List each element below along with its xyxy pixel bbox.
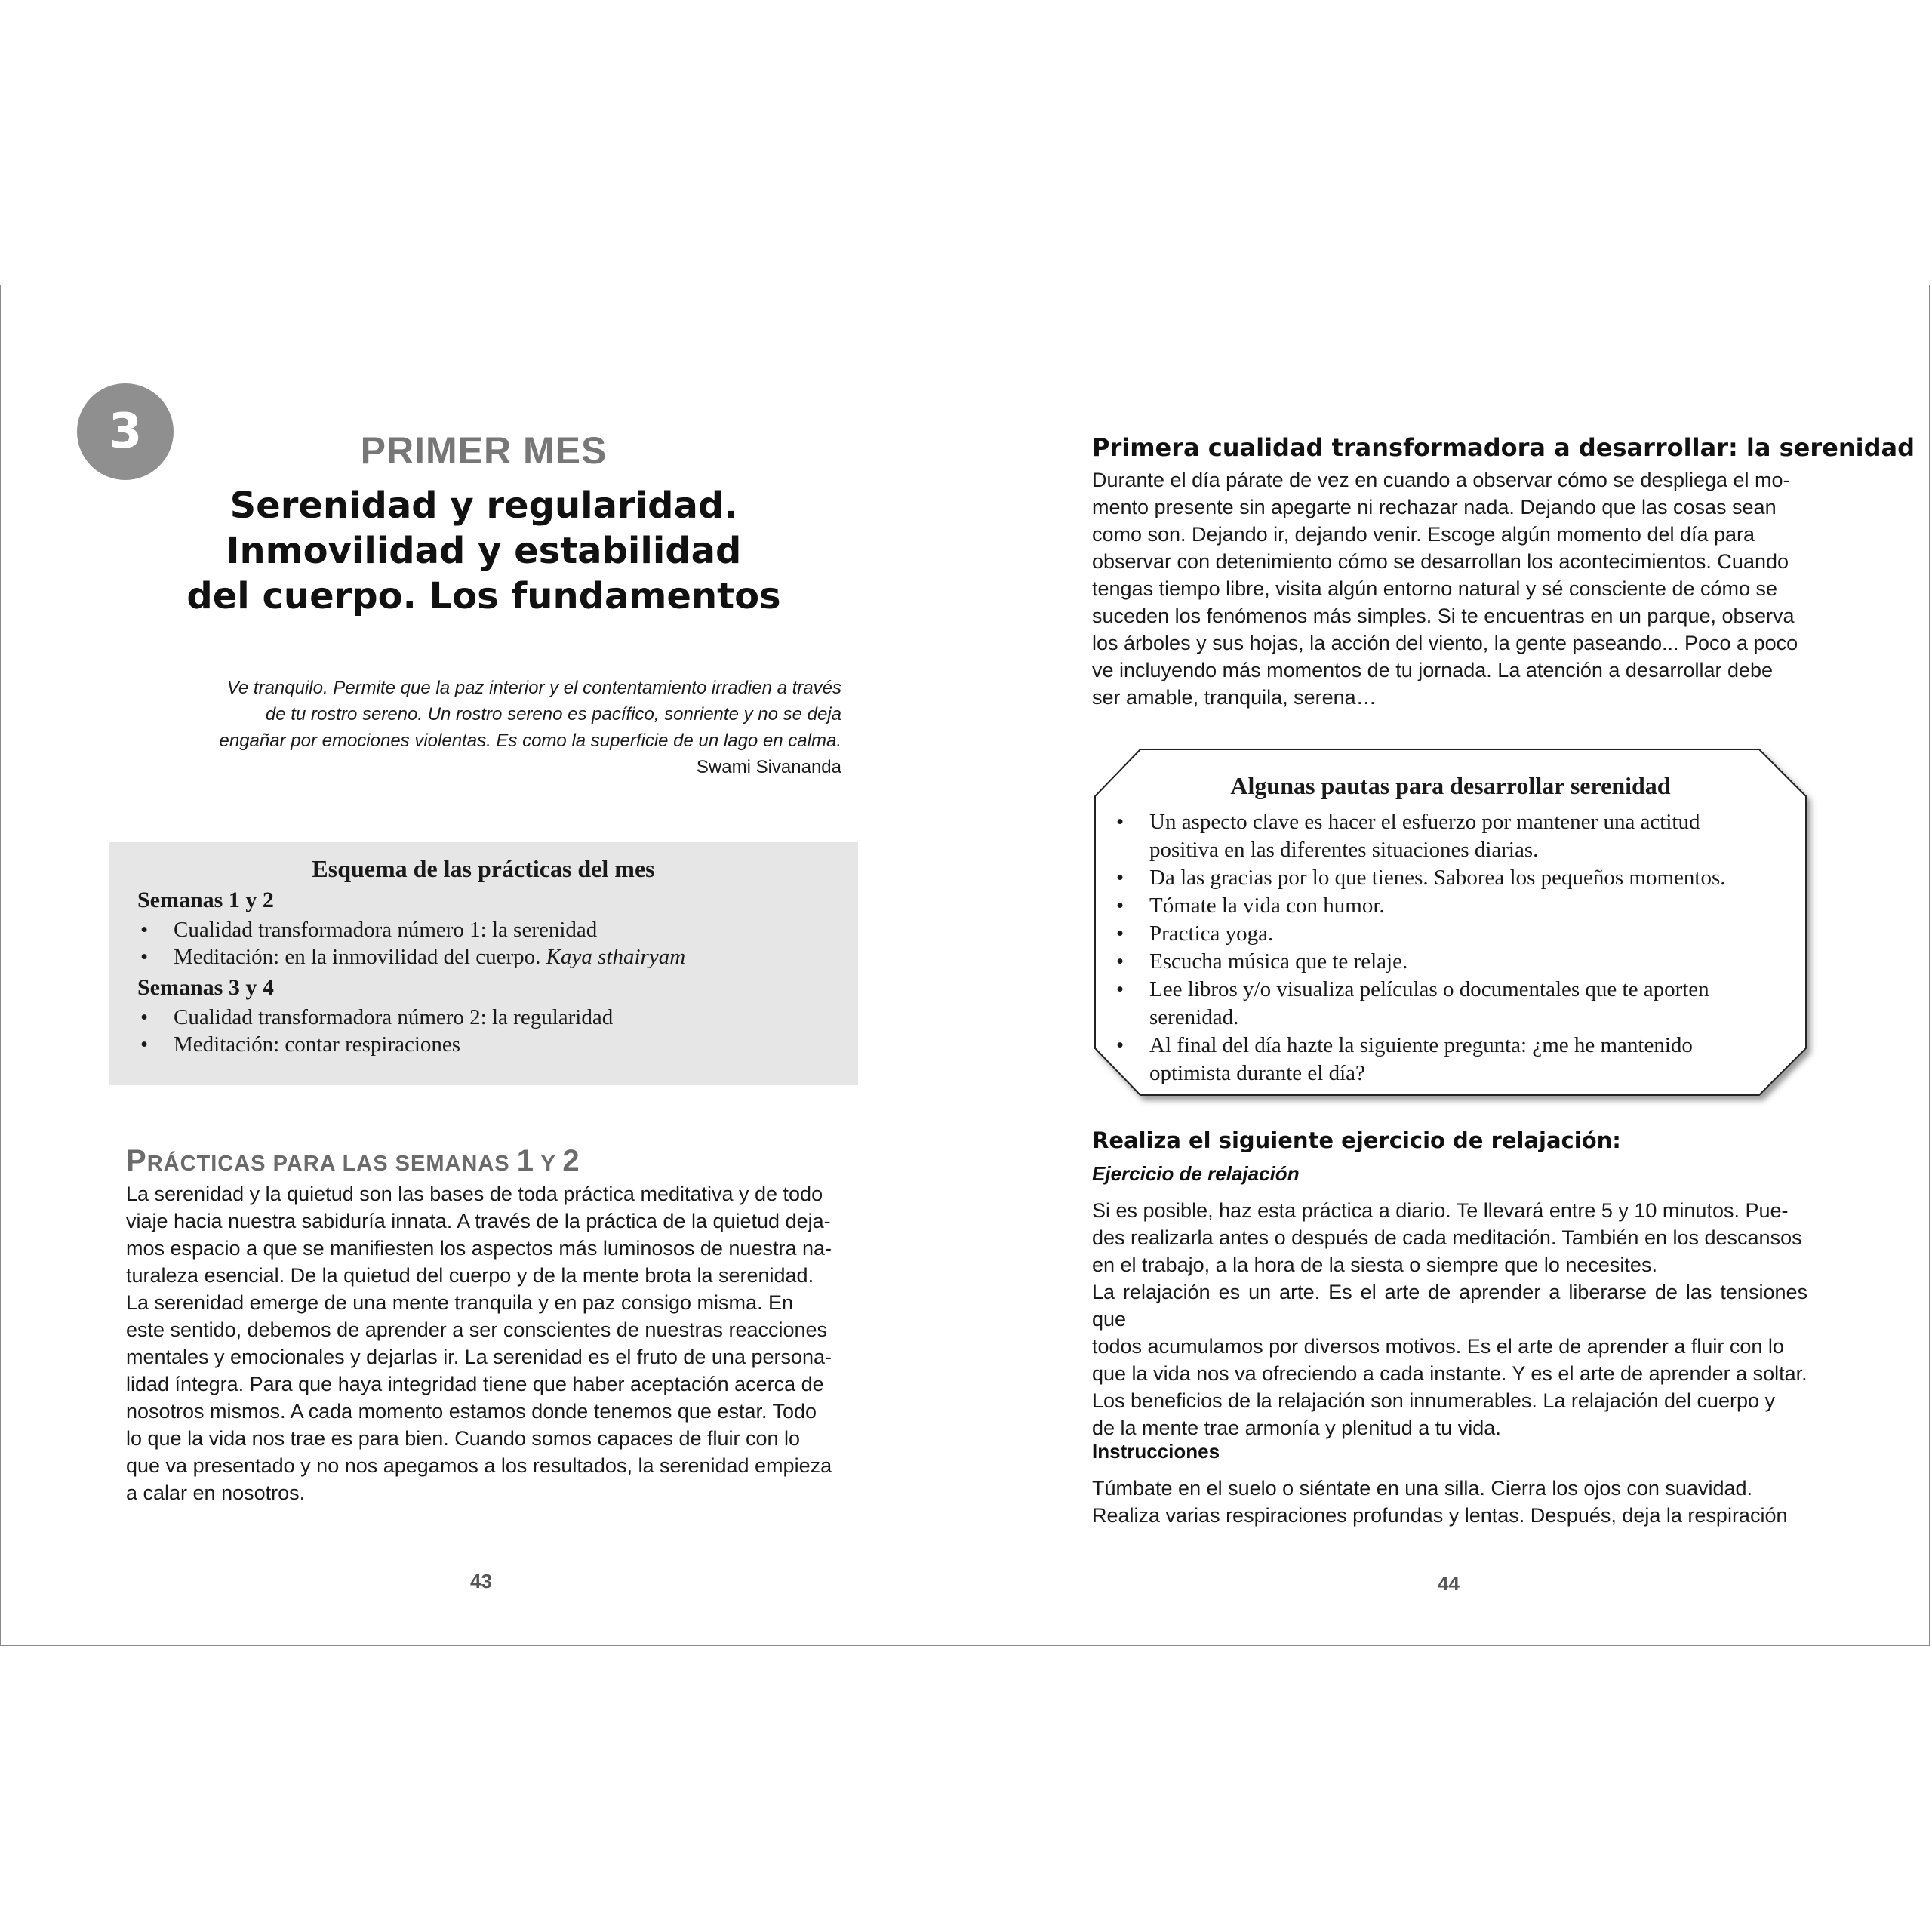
- tips-title: Algunas pautas para desarrollar serenidad: [1230, 772, 1671, 799]
- tips-list-item: • Al final del día hazte la siguiente pregunta: ¿me he mantenido optimista durante el día?: [1116, 1033, 1693, 1085]
- chapter-title-line: Serenidad y regularidad.: [229, 485, 738, 527]
- body-line: lo que la vida nos trae es para bien. Cuando somos capaces de fluir con lo: [126, 1427, 801, 1450]
- tips-list-item: • Practica yoga.: [1116, 921, 1274, 946]
- tips-list-item: • Un aspecto clave es hacer el esfuerzo por mantener una actitud positiva en las diferentes situaciones diarias.: [1116, 810, 1700, 862]
- schema-title: Esquema de las prácticas del mes: [312, 855, 655, 882]
- body-line: ve incluyendo más momentos de tu jornada. La atención a desarrollar debe: [1092, 659, 1774, 681]
- relax-subheading: Ejercicio de relajación: [1092, 1162, 1300, 1185]
- chapter-title: [152, 483, 816, 619]
- tips-list-item: • Escucha música que te relaje.: [1116, 949, 1408, 974]
- body-line: nosotros mismos. A cada momento estamos donde tenemos que estar. Todo: [126, 1400, 817, 1423]
- section-heading: Primera cualidad transformadora a desarrollar: la serenidad: [1092, 433, 1915, 462]
- body-text: [126, 1180, 841, 1506]
- body-line: La serenidad y la quietud son las bases de toda práctica meditativa y de todo: [126, 1183, 823, 1205]
- page-number: 44: [1438, 1572, 1460, 1595]
- body-line: tengas tiempo libre, visita algún entorno natural y sé consciente de cómo se: [1092, 577, 1778, 600]
- schema-box: [109, 842, 858, 1085]
- relax-text: [1092, 1197, 1807, 1441]
- body-line: este sentido, debemos de aprender a ser conscientes de nuestras reacciones: [126, 1318, 828, 1341]
- body-line: turaleza esencial. De la quietud del cuerpo y de la mente brota la serenidad.: [126, 1264, 814, 1287]
- chapter-title-line: del cuerpo. Los fundamentos: [186, 575, 781, 617]
- body-line: des realizarla antes o después de cada meditación. También en los descansos: [1092, 1226, 1802, 1249]
- body-line: en el trabajo, a la hora de la siesta o siempre que lo necesites.: [1092, 1254, 1657, 1276]
- schema-list-item: • Meditación: en la inmovilidad del cuerpo. Kaya sthairyam: [140, 945, 686, 969]
- epigraph: [152, 675, 841, 780]
- tips-list-item: • Da las gracias por lo que tienes. Saborea los pequeños momentos.: [1116, 866, 1726, 890]
- body-line: Túmbate en el suelo o siéntate en una silla. Cierra los ojos con suavidad.: [1092, 1477, 1753, 1500]
- body-line: que va presentado y no nos apegamos a los resultados, la serenidad empieza: [126, 1454, 832, 1477]
- body-line: lidad íntegra. Para que haya integridad tiene que haber aceptación acerca de: [126, 1373, 824, 1395]
- schema-list: [109, 916, 858, 971]
- practices-heading: PRÁCTICAS PARA LAS SEMANAS 1 Y 2: [126, 1144, 580, 1177]
- body-line: Realiza varias respiraciones profundas y lentas. Después, deja la respiración: [1092, 1504, 1788, 1527]
- page-number: 43: [470, 1570, 492, 1592]
- chapter-title-line: Inmovilidad y estabilidad: [226, 530, 742, 572]
- body-line: Los beneficios de la relajación son innumerables. La relajación del cuerpo y: [1092, 1389, 1776, 1412]
- schema-list-item: • Cualidad transformadora número 2: la regularidad: [140, 1005, 614, 1029]
- body-line: ser amable, tranquila, serena…: [1092, 686, 1377, 709]
- tips-list-item: • Lee libros y/o visualiza películas o documentales que te aporten serenidad.: [1116, 977, 1709, 1029]
- instructions-text: [1092, 1475, 1807, 1529]
- body-line: todos acumulamos por diversos motivos. Es el arte de aprender a fluir con lo: [1092, 1335, 1784, 1358]
- instructions-heading: Instrucciones: [1092, 1440, 1220, 1463]
- intro-text: [1092, 466, 1807, 711]
- schema-weeks-heading: Semanas 3 y 4: [137, 975, 274, 1000]
- epigraph-line: de tu rostro sereno. Un rostro sereno es pacífico, sonriente y no se deja: [265, 704, 841, 724]
- epigraph-line: Ve tranquilo. Permite que la paz interior y el contentamiento irradien a través: [226, 678, 841, 698]
- schema-list-item: • Meditación: contar respiraciones: [140, 1032, 461, 1057]
- body-line: Durante el día párate de vez en cuando a observar cómo se despliega el mo-: [1092, 469, 1790, 491]
- schema-weeks-heading: Semanas 1 y 2: [137, 888, 274, 912]
- body-line: que la vida nos va ofreciendo a cada instante. Y es el arte de aprender a soltar.: [1092, 1362, 1807, 1385]
- body-line: los árboles y sus hojas, la acción del viento, la gente paseando... Poco a poco: [1092, 632, 1798, 654]
- epigraph-author: Swami Sivananda: [696, 757, 841, 777]
- body-line: de la mente trae armonía y plenitud a tu vida.: [1092, 1417, 1501, 1439]
- epigraph-line: engañar por emociones violentas. Es como la superficie de un lago en calma.: [219, 731, 841, 751]
- body-line: La serenidad emerge de una mente tranquila y en paz consigo misma. En: [126, 1291, 794, 1314]
- schema-list-item: • Cualidad transformadora número 1: la serenidad: [140, 918, 598, 942]
- body-line: como son. Dejando ir, dejando venir. Escoge algún momento del día para: [1092, 523, 1755, 546]
- body-line: mento presente sin apegarte ni rechazar nada. Dejando que las cosas sean: [1092, 496, 1777, 518]
- body-line: suceden los fenómenos más simples. Si te encuentras en un parque, observa: [1092, 605, 1795, 627]
- body-line: observar con detenimiento cómo se desarrollan los acontecimientos. Cuando: [1092, 550, 1789, 573]
- body-line: mos espacio a que se manifiesten los aspectos más luminosos de nuestra na-: [126, 1237, 832, 1260]
- relax-heading: Realiza el siguiente ejercicio de relajación:: [1092, 1128, 1621, 1153]
- body-line: a calar en nosotros.: [126, 1481, 306, 1504]
- chapter-number-badge: 3: [77, 383, 174, 480]
- tips-list-item: • Tómate la vida con humor.: [1116, 894, 1385, 918]
- schema-list: [109, 1004, 858, 1058]
- chapter-label: PRIMER MES: [360, 429, 608, 472]
- body-line: viaje hacia nuestra sabiduría innata. A través de la práctica de la quietud deja-: [126, 1210, 831, 1232]
- tips-list: [1094, 808, 1773, 1088]
- right-page: [967, 285, 1930, 1645]
- left-page: [1, 285, 967, 1645]
- book-spread: [0, 285, 1930, 1646]
- body-line: Si es posible, haz esta práctica a diario. Te llevará entre 5 y 10 minutos. Pue-: [1092, 1199, 1789, 1222]
- tips-box: [1094, 748, 1807, 1098]
- body-line: mentales y emocionales y dejarlas ir. La serenidad es el fruto de una persona-: [126, 1346, 832, 1368]
- body-line: La relajación es un arte. Es el arte de aprender a liberarse de las tensiones que: [1092, 1281, 1807, 1331]
